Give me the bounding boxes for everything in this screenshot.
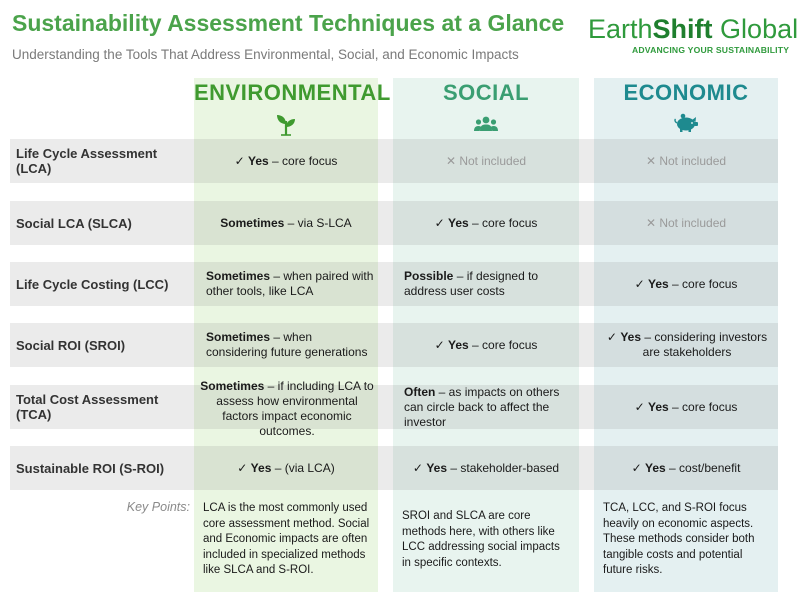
- check-icon: ✓: [412, 460, 423, 475]
- people-icon: [473, 112, 499, 134]
- cell-sroi-economic: [604, 323, 770, 367]
- key-points-economic: TCA, LCC, and S-ROI focus heavily on economic aspects. These methods consider both tangible costs and potential future risks.: [603, 502, 755, 576]
- cell-slca-economic: [594, 201, 778, 245]
- cell-s-roi-economic: [594, 446, 778, 490]
- cell-text: – as impacts on others can circle back to affect the investor: [404, 384, 560, 429]
- cell-text: – (via LCA): [271, 460, 335, 475]
- cell-lead: Possible: [404, 269, 454, 283]
- column-label-environmental: ENVIRONMENTAL: [194, 80, 391, 105]
- cell-lead: Yes: [448, 215, 469, 230]
- cell-sroi-environmental: [206, 323, 374, 367]
- cell-tca-economic: [594, 385, 778, 429]
- column-label-social: SOCIAL: [442, 80, 530, 105]
- check-icon: ✓: [634, 276, 645, 291]
- check-icon: ✓: [606, 330, 617, 344]
- check-icon: ✓: [237, 460, 248, 475]
- cell-text: Not included: [656, 153, 727, 168]
- plant-icon: [275, 112, 297, 136]
- cell-lca-social: [393, 139, 579, 183]
- cross-icon: ✕: [645, 215, 656, 230]
- check-icon: ✓: [234, 153, 245, 168]
- cell-lead: Often: [404, 384, 436, 399]
- key-points-environmental: LCA is the most commonly used core assessment method. Social and Economic impacts are often included in specialized methods like SLCA and S-ROI.: [203, 502, 370, 576]
- cell-lca-economic: [594, 139, 778, 183]
- logo-name: [588, 14, 800, 44]
- cross-icon: ✕: [445, 153, 456, 168]
- page-subtitle: Understanding the Tools That Address Environmental, Social, and Economic Impacts: [12, 47, 519, 62]
- row-label-sroi-sustainable: Sustainable ROI (S-ROI): [16, 460, 165, 476]
- key-points-social: SROI and SLCA are core methods here, with others like LCC addressing social impacts in specific contexts.: [402, 510, 560, 569]
- row-label-tca: Total Cost Assessment (TCA): [16, 392, 159, 422]
- cell-lca-environmental: [194, 139, 378, 183]
- cell-lead: Yes: [620, 330, 642, 344]
- cell-lcc-economic: [594, 262, 778, 306]
- column-header-social: [393, 80, 579, 134]
- cell-text: – core focus: [468, 337, 538, 352]
- cell-slca-environmental: [194, 201, 378, 245]
- cell-lead: Yes: [248, 153, 269, 168]
- cell-s-roi-social: [393, 446, 579, 490]
- cell-text: – core focus: [668, 276, 738, 291]
- cell-text: – if designed to address user costs: [404, 269, 539, 298]
- cell-lead: Yes: [644, 460, 666, 475]
- cell-lead: Yes: [448, 337, 469, 352]
- cell-lead: Sometimes: [220, 215, 285, 230]
- logo-tagline: ADVANCING YOUR SUSTAINABILITY: [632, 45, 790, 55]
- cell-lead: Sometimes: [200, 379, 265, 393]
- cell-text: – considering investors are stakeholders: [641, 330, 768, 359]
- cell-text: Not included: [656, 215, 727, 230]
- check-icon: ✓: [634, 399, 645, 414]
- cell-slca-social: [393, 201, 579, 245]
- cell-text: – core focus: [268, 153, 338, 168]
- cell-text: – core focus: [668, 399, 738, 414]
- check-icon: ✓: [434, 215, 445, 230]
- row-label-sroi: Social ROI (SROI): [16, 337, 126, 353]
- cell-lcc-social: [404, 262, 576, 306]
- logo-name-shift: Shift: [652, 14, 713, 44]
- page-title: Sustainability Assessment Techniques at a Glance: [12, 10, 565, 36]
- key-points-label: Key Points:: [126, 500, 190, 514]
- cell-text: – if including LCA to assess how environmental factors impact economic outcomes.: [216, 379, 374, 438]
- cell-lcc-environmental: [206, 262, 374, 306]
- earthshift-logo: [588, 14, 800, 66]
- piggy-bank-icon: [672, 112, 700, 134]
- cell-text: – when paired with other tools, like LCA: [206, 269, 374, 298]
- logo-name-earth: Earth: [588, 14, 653, 44]
- row-label-lcc: Life Cycle Costing (LCC): [16, 276, 169, 292]
- column-label-economic: ECONOMIC: [623, 80, 749, 105]
- cell-tca-social: [404, 385, 576, 429]
- cell-text: – core focus: [468, 215, 538, 230]
- cell-tca-environmental: [200, 379, 374, 438]
- row-label-slca: Social LCA (SLCA): [16, 215, 132, 231]
- cell-text: Not included: [456, 153, 527, 168]
- cell-lead: Yes: [648, 276, 669, 291]
- cell-text: – cost/benefit: [665, 460, 741, 475]
- column-header-economic: [594, 80, 778, 134]
- check-icon: ✓: [434, 337, 445, 352]
- cell-lead: Yes: [426, 460, 448, 475]
- column-header-environmental: [194, 80, 391, 136]
- cell-lead: Yes: [250, 460, 272, 475]
- cell-lead: Sometimes: [206, 330, 271, 344]
- cell-text: – stakeholder-based: [447, 460, 560, 475]
- cell-s-roi-environmental: [194, 446, 378, 490]
- cross-icon: ✕: [645, 153, 656, 168]
- check-icon: ✓: [631, 460, 642, 475]
- cell-lead: Yes: [648, 399, 669, 414]
- row-label-lca: Life Cycle Assessment (LCA): [16, 146, 158, 176]
- cell-text: – when considering future generations: [206, 330, 368, 359]
- cell-lead: Sometimes: [206, 269, 271, 283]
- cell-text: – via S-LCA: [284, 215, 352, 230]
- logo-name-global: Global: [712, 14, 799, 44]
- cell-sroi-social: [393, 323, 579, 367]
